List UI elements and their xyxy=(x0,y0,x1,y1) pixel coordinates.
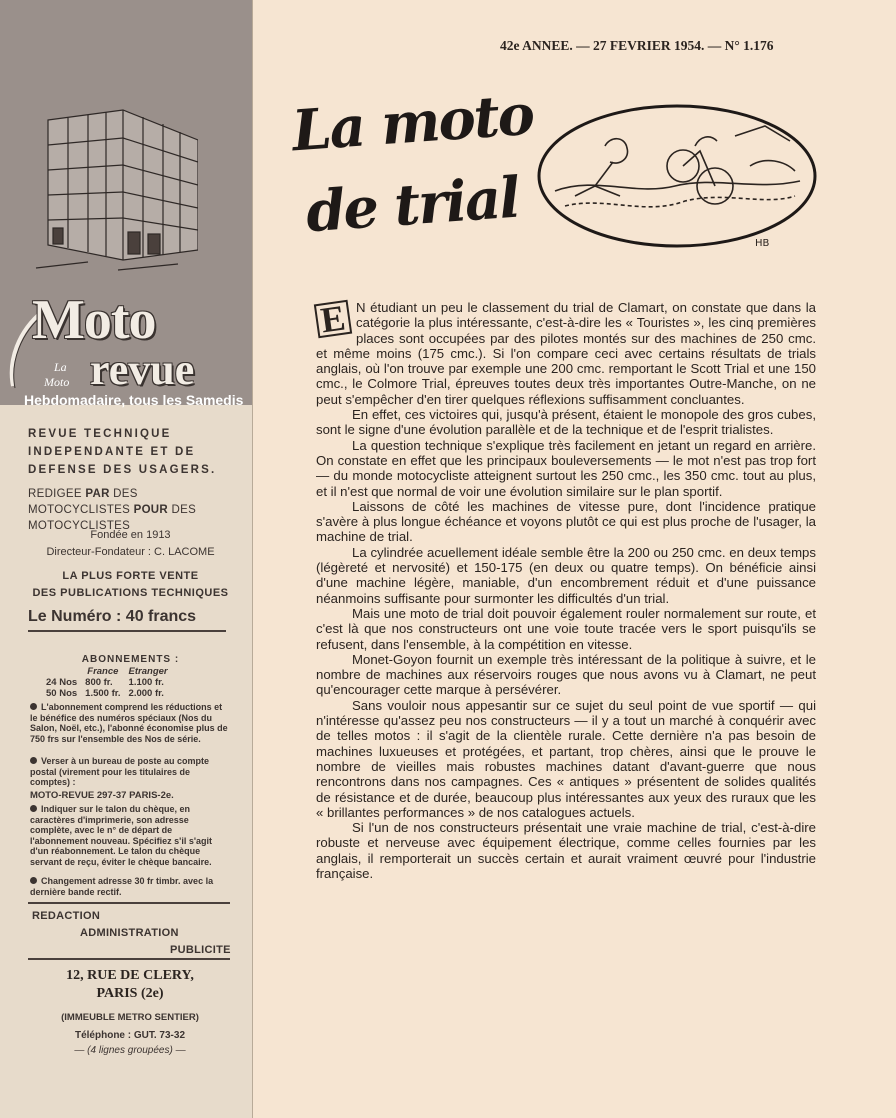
note-verser xyxy=(30,756,230,788)
sidebar xyxy=(0,0,253,1118)
article-paragraph: Monet-Goyon fournit un exemple très intéressant de la politique à suivre, et le nombre de machines aux réservoirs rouges que nous avons vu à Clamart, ne peut qu'encourager cette marque à persévérer. xyxy=(316,651,816,698)
abonnements-table xyxy=(46,666,176,699)
logo-moto: Moto xyxy=(32,289,156,351)
abo-header: France xyxy=(87,666,119,677)
abo-header xyxy=(46,666,85,677)
abo-cell: 50 Nos xyxy=(46,688,78,699)
redigee-pour: POUR xyxy=(133,504,169,516)
paragraph-text: N étudiant un peu le classement du trial de Clamart, on constate que dans la catégorie la plus intéressante, c'est-à-dire les « Touristes », les cinq premières places sont occupées par des pilotes montés sur des machines de 250 cmc. et même moins (175 cmc.). Si l'on compare ceci avec certains résultats de trials anglais, où l'on trouve par exemple une 200 cmc. remportant le Scott Trial et une 150 cmc., le Colmore Trial, épreuves toutes deux très importantes Outre-Manche, on ne peut s'empêcher d'en tirer quelques réflexions suffisamment concluantes. xyxy=(316,300,816,407)
note-changement xyxy=(30,876,230,897)
note3-text: Indiquer sur le talon du chèque, en caractères d'imprimerie, son adresse complète, avec le n° de départ de l'abonnement nouveau. Spécifiez s'il s'agit d'un réabonnement. Le talon du chèque servant de reçu, éviter le chèque bancaire. xyxy=(30,804,212,867)
directeur-text: Directeur-Fondateur : C. LACOME xyxy=(46,546,215,558)
bullet-icon xyxy=(30,805,37,812)
vente-text xyxy=(28,568,233,602)
article-paragraph: En effet, ces victoires qui, jusqu'à présent, étaient le monopole des gros cubes, sont le signe d'une évolution parallèle et de la technique et de l'esprit trialistes. xyxy=(316,407,816,438)
illustration-signature: HB xyxy=(755,238,770,249)
revue-technique-text: REVUE TECHNIQUE INDEPENDANTE ET DE DEFENSE DES USAGERS. xyxy=(28,428,217,476)
role-redaction: REDACTION xyxy=(32,910,101,922)
founding-info xyxy=(28,527,233,561)
address-city: PARIS (2e) xyxy=(96,986,164,1001)
article-paragraph: Mais une moto de trial doit pouvoir également rouler normalement sur route, et c'est là que nos constructeurs ont une voie toute tracée vers le sport puisqu'ils se refusent, dans l'ensemble, à la compétition en vitesse. xyxy=(316,605,816,652)
abo-cell: 800 fr. xyxy=(85,677,113,688)
bullet-icon xyxy=(30,703,37,710)
ccp-line: MOTO-REVUE 297-37 PARIS-2e. xyxy=(30,790,174,801)
abo-header-row xyxy=(46,666,176,677)
bullet-icon xyxy=(30,757,37,764)
telephone: Téléphone : GUT. 73-32 xyxy=(74,1030,186,1041)
divider xyxy=(28,958,230,960)
note4-text: Changement adresse 30 fr timbr. avec la dernière bande rectif. xyxy=(30,876,214,897)
logo-la: La xyxy=(54,360,67,374)
lignes-groupees: — (4 lignes groupées) — xyxy=(74,1045,186,1056)
note1-text: L'abonnement comprend les réductions et le bénéfice des numéros spéciaux (Nos du Salon, Noël, etc.), l'abonné économise plus de 750 frs sur l'ensemble des Nos de série. xyxy=(30,702,228,744)
article-body xyxy=(316,297,816,881)
address-street: 12, RUE DE CLERY, xyxy=(66,968,194,983)
article-paragraph: Sans vouloir nous appesantir sur ce sujet du seul point de vue sportif — qui n'intéresse qu'assez peu nos constructeurs — il y a tout un marché à conquérir avec de telles motos : il s'agit de la clientèle rurale. Cette dernière n'a pas besoin de machines luxueuses et protégées, et partant, trop chères, ainsi que le prouve le nombre de vieilles mais robustes machines datant d'avant-guerre que nous rencontrons dans nos campagnes. Ces « antiques » présentent de solides qualités de résistance et de durée, beaucoup plus intéressantes aux yeux des ruraux que les « brillantes performances » de nos catalogues actuels. xyxy=(316,697,816,820)
metro-info: (IMMEUBLE METRO SENTIER) xyxy=(61,1012,199,1023)
article-paragraph xyxy=(316,297,816,407)
redigee-part2: DES MOTOCYCLISTES xyxy=(28,488,138,516)
article-title-line1: La moto xyxy=(289,81,535,165)
bullet-icon xyxy=(30,877,37,884)
note2-text: Verser à un bureau de poste au compte postal (virement pour les titulaires de comptes) : xyxy=(30,756,210,787)
role-administration: ADMINISTRATION xyxy=(80,927,179,939)
abo-cell: 24 Nos xyxy=(46,677,78,688)
article-paragraph: Si l'un de nos constructeurs présentait une vraie machine de trial, c'est-à-dire robuste et nerveuse avec équipement électrique, comme celles fournies par les anglais, il remporterait un succès certain et aurait vraiment œuvré pour l'industrie française. xyxy=(316,820,816,881)
price-line: Le Numéro : 40 francs xyxy=(28,608,226,632)
fondee-text: Fondée en 1913 xyxy=(90,529,171,541)
article-title-line2: de trial xyxy=(303,164,521,246)
note-cheque xyxy=(30,804,230,867)
trial-rider-illustration xyxy=(535,96,820,256)
article-paragraph: La question technique s'explique très facilement en jetant un regard en arrière. On constate en effet que les principaux bouleversements — le mot n'est pas trop fort — du monde motocycliste atteignent surtout les 250 cmc., les 350 cmc. tout au plus, et il n'est que normal de voir une évolution similaire sur le plan sportif. xyxy=(316,437,816,499)
vente-line2: DES PUBLICATIONS TECHNIQUES xyxy=(32,587,229,599)
issue-line: 42e ANNEE. — 27 FEVRIER 1954. — N° 1.176 xyxy=(500,38,774,53)
abo-row xyxy=(46,677,176,688)
abonnements-title: ABONNEMENTS : xyxy=(81,654,180,665)
vente-line1: LA PLUS FORTE VENTE xyxy=(62,570,199,582)
abo-cell: 2.000 fr. xyxy=(128,688,164,699)
logo-moto-small: Moto xyxy=(44,375,70,389)
abo-row xyxy=(46,688,176,699)
redigee-part3: DES MOTOCYCLISTES xyxy=(28,504,197,532)
role-publicite: PUBLICITE xyxy=(170,944,231,956)
building-illustration xyxy=(28,100,198,275)
divider xyxy=(28,902,230,904)
article-paragraph: Laissons de côté les machines de vitesse pure, dont l'incidence pratique s'avère à plus longue échéance et voyons plutôt ce qui est plus proche de l'usager, la machine de trial. xyxy=(316,498,816,545)
redigee-part1: REDIGEE xyxy=(28,488,86,500)
logo-revue: revue xyxy=(90,345,195,394)
tagline: Hebdomadaire, tous les Samedis xyxy=(24,392,244,408)
abo-cell: 1.100 fr. xyxy=(128,677,164,688)
abo-cell: 1.500 fr. xyxy=(85,688,121,699)
abo-header: Etranger xyxy=(128,666,168,677)
drop-cap: E xyxy=(314,300,352,338)
article-paragraph: La cylindrée acuellement idéale semble être la 200 ou 250 cmc. en deux temps (légèreté et nervosité) et 150-175 (en deux ou quatre temps). On bénéficie ainsi d'une machine légère, maniable, d'un encombrement réduit et d'une puissance néanmoins suffisante pour surmonter les difficultés d'un trial. xyxy=(316,544,816,606)
redigee-par: PAR xyxy=(85,488,110,500)
note-abonnement xyxy=(30,702,230,744)
